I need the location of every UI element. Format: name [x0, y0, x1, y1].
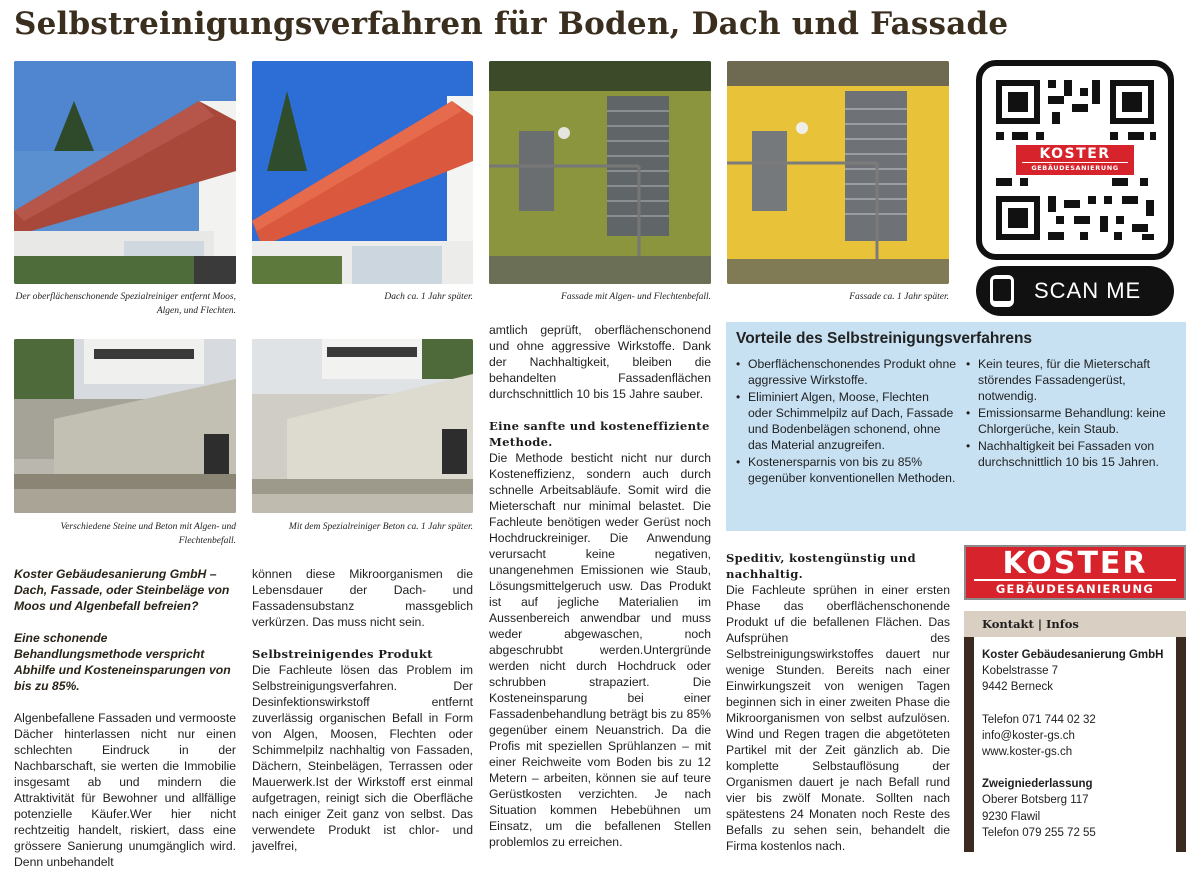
logo-name: KOSTER: [1002, 546, 1148, 581]
contact-website[interactable]: www.koster-gs.ch: [982, 746, 1073, 759]
contact-phone: Telefon 071 744 02 32: [982, 713, 1096, 726]
photo-concrete-after: [252, 339, 473, 513]
caption-concrete-after: Mit dem Spezialreiniger Beton ca. 1 Jahr später.: [288, 522, 473, 532]
article-column-2: [252, 566, 473, 854]
caption-roof-before: Der oberflächenschonende Spezialreiniger entfernt Moos, Algen, und Flechten.: [15, 292, 236, 316]
qr-brand-badge: [1016, 145, 1134, 175]
body-text: Die Methode besticht nicht nur durch Kosteneffizienz, sondern auch durch schnelle Arbeitsabläufe. Somit wird die Mieterschaft nur minimal belastet. Die Fachleute benötigen weder Gerüst noch Hochdruckreiniger. Die Anwendung verursacht keine negativen, unangenehmen Emissionen wie Staub, Lösungsmittelgeruch usw. Das Produkt ist auf jegliche Materialien im Aussenbereich anwendbar und muss weder abgewaschen, noch abgeschrubbt werden.Untergründe werden nicht durch Hochdruck oder schrubben strapaziert. Die Kosteneinsparung bei einer Fassadenbehandlung beträgt bis zu 85% gegenüber einem Neuanstrich. Da die Profis mit speziellen Sprühlanzen – mit einer Reichweite vom Boden bis zu 12 Metern – arbeiten, können sie auf teure Gerüstkosten verzichten. Je nach Situation kommen Hebebühnen um Einsatz, um die befallenen Stellen problemlos zu erreichen.: [489, 451, 711, 849]
advantages-list-right: [964, 356, 1178, 471]
qr-brand-name: KOSTER: [1039, 146, 1111, 162]
advantages-box: [726, 322, 1186, 531]
contact-email[interactable]: info@koster-gs.ch: [982, 729, 1075, 742]
advantages-list-left: [734, 356, 956, 487]
caption-concrete-before: Verschiedene Steine und Beton mit Algen- und Flechtenbefall.: [60, 522, 236, 546]
body-text: Die Fachleute lösen das Problem im Selbstreinigungsverfahren. Der Desinfektionswirkstoff entfernt zuverlässig organischen Befall in Form von Algen, Moosen, Flechten oder Schimmelpilz nachhaltig von Fassaden, Dächern, Steinbelägen, Terrassen oder Mauerwerk.Ist der Wirkstoff erst einmal aufgetragen, reinigt sich die Oberfläche nach einiger Zeit ganz von selbst. Das verwendete Produkt ist chlor- und javelfrei,: [252, 663, 473, 853]
branch-city: 9230 Flawil: [982, 810, 1041, 823]
list-item: • Nachhaltigkeit bei Fassaden von durchschnittlich 10 bis 15 Jahren.: [964, 438, 1178, 470]
phone-icon: [990, 275, 1014, 307]
section-heading: Eine sanfte und kosteneffiziente Methode.: [489, 419, 710, 449]
caption-facade-before: Fassade mit Algen- und Flechtenbefall.: [561, 292, 711, 302]
section-heading: Speditiv, kostengünstig und nachhaltig.: [726, 551, 916, 581]
photo-roof-before: [14, 61, 236, 284]
body-text: amtlich geprüft, oberflächenschonend und ohne aggressive Wirkstoffe. Dank der Nachhaltigkeit, bleiben die behandelten Fassadenflächen durchschnittlich 10 bis 15 Jahre sauber.: [489, 323, 711, 401]
branch-phone: Telefon 079 255 72 55: [982, 826, 1096, 839]
scan-me-label: SCAN ME: [1034, 278, 1142, 303]
list-item: • Emissionsarme Behandlung: keine Chlorgerüche, kein Staub.: [964, 405, 1178, 437]
scan-me-button[interactable]: [976, 266, 1174, 316]
qr-brand-sub: GEBÄUDESANIERUNG: [1022, 162, 1128, 173]
lead-promise: Eine schonende Behandlungsmethode verspricht Abhilfe und Kosteneinsparungen von bis zu 85%.: [14, 631, 231, 693]
photo-facade-before: [489, 61, 711, 284]
list-item: • Kein teures, für die Mieterschaft störendes Fassadengerüst, notwendig.: [964, 356, 1178, 404]
article-column-1: [14, 566, 236, 870]
logo-sub: GEBÄUDESANIERUNG: [974, 579, 1176, 597]
list-item: • Eliminiert Algen, Moose, Flechten oder Schimmelpilz auf Dach, Fassade und Bodenbelägen schonend, ohne das Material anzugreifen.: [734, 389, 956, 453]
body-text: Die Fachleute sprühen in einer ersten Phase das oberflächenschonende Produkt uf die befallenen Flächen. Das Aufsprühen des Selbstreinigungswirkstoffes dauert nur wenige Stunden. Bereits nach einer Einwirkungszeit von wenigen Tagen beginnen sich in einer zweiten Phase die Mikroorganismen von selbst aufzulösen. Wind und Regen tragen die abgetöteten Partikel mit der Zeit gänzlich ab. Die komplette Selbstauflösung der Organismen dauert je nach Befall rund vier bis zwölf Monate. Sollten nach spätestens 24 Monaten noch Reste des Befalls zu sehen sein, behandelt die Firma kostenlos nach.: [726, 583, 950, 853]
page-title: Selbstreinigungsverfahren für Boden, Dach und Fassade: [14, 6, 1009, 42]
body-text: können diese Mikroorganismen die Lebensdauer der Dach- und Fassadensubstanz massgeblich verkürzen. Das muss nicht sein.: [252, 567, 473, 629]
list-item: • Oberflächenschonendes Produkt ohne aggressive Wirkstoffe.: [734, 356, 956, 388]
branch-title: Zweigniederlassung: [982, 778, 1093, 791]
qr-code[interactable]: [976, 60, 1174, 260]
photo-facade-after: [727, 61, 949, 284]
contact-company: Koster Gebäudesanierung GmbH: [982, 649, 1164, 661]
section-heading: Selbstreinigendes Produkt: [252, 647, 433, 661]
list-item: • Kostenersparnis von bis zu 85% gegenüber konventionellen Methoden.: [734, 454, 956, 486]
advantages-title: Vorteile des Selbstreinigungsverfahrens: [736, 330, 1033, 347]
contact-header: Kontakt | Infos: [964, 611, 1186, 637]
article-column-3: [489, 322, 711, 850]
koster-logo: [964, 545, 1186, 600]
article-column-4: [726, 550, 950, 854]
contact-street: Kobelstrasse 7: [982, 665, 1059, 678]
photo-roof-after: [252, 61, 473, 284]
caption-facade-after: Fassade ca. 1 Jahr später.: [849, 292, 949, 302]
contact-box: [964, 637, 1186, 852]
branch-street: Oberer Botsberg 117: [982, 794, 1089, 807]
photo-concrete-before: [14, 339, 236, 513]
contact-city: 9442 Berneck: [982, 681, 1053, 694]
body-text: Algenbefallene Fassaden und vermooste Dächer hinterlassen nicht nur einen schlechten Eindruck in der Nachbarschaft, sie werten die Immobilie insgesamt ab und mindern die Attraktivität für Bewohner und allfällige potenzielle Käufer.Wer hier nicht rechtzeitig handelt, riskiert, dass eine grössere Sanierung unumgänglich wird. Denn unbehandelt: [14, 711, 236, 869]
caption-roof-after: Dach ca. 1 Jahr später.: [384, 292, 473, 302]
lead-question: Koster Gebäudesanierung GmbH – Dach, Fassade, oder Steinbeläge von Moos und Algenbefall befreien?: [14, 567, 230, 613]
